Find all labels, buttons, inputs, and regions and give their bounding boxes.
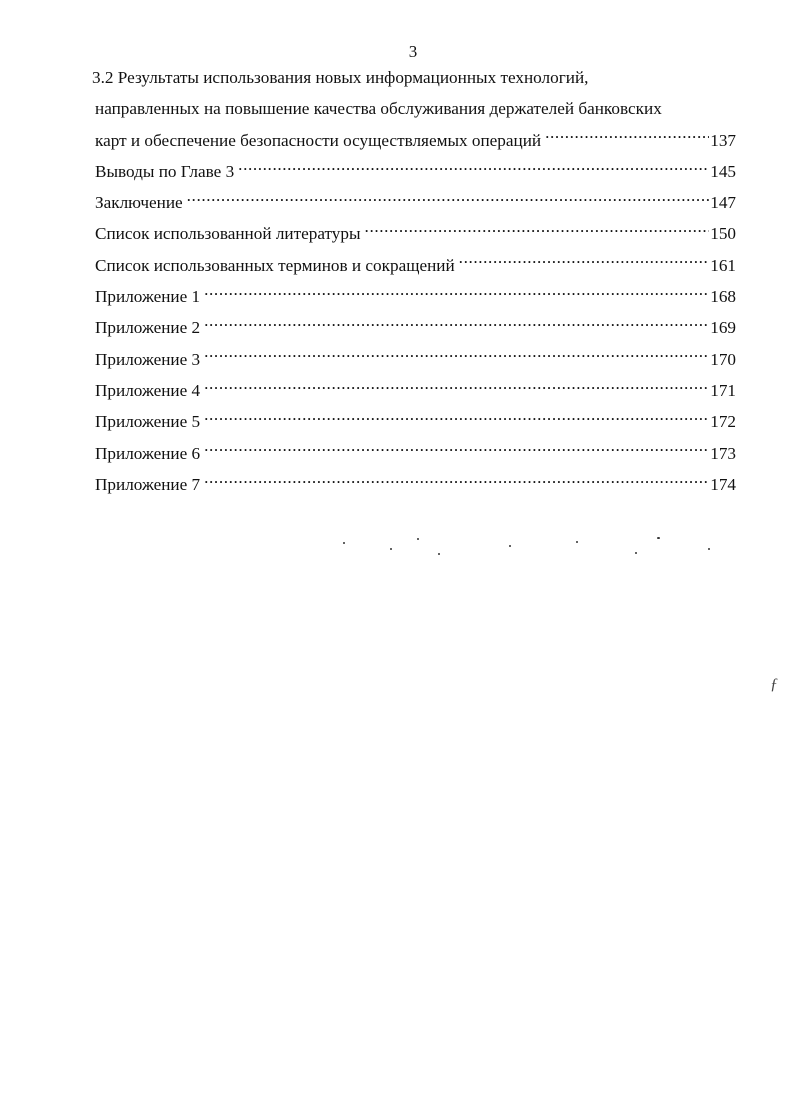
dot-leader (459, 254, 710, 271)
scan-speck (708, 548, 710, 550)
dot-leader (204, 316, 709, 333)
toc-entry (95, 187, 736, 218)
scan-speck (635, 552, 637, 554)
dot-leader (545, 128, 709, 145)
toc-entry-page: 171 (710, 380, 736, 400)
toc-entry (95, 312, 736, 343)
scan-speck (576, 541, 578, 543)
dot-leader (187, 191, 710, 208)
dot-leader (204, 379, 709, 396)
table-of-contents (92, 62, 736, 500)
toc-entry-page: 137 (710, 130, 736, 150)
dot-leader (204, 347, 709, 364)
scan-speck (417, 538, 419, 540)
dot-leader (365, 222, 710, 239)
toc-entry (95, 406, 736, 437)
toc-entry-page: 173 (710, 443, 736, 463)
toc-heading-text-2: направленных на повышение качества обслуживания держателей банковских (95, 99, 662, 119)
scan-speck (390, 548, 392, 550)
dot-leader (238, 160, 709, 177)
toc-entry (95, 469, 736, 500)
toc-entry (95, 344, 736, 375)
scan-speck (438, 553, 440, 555)
toc-entry-title: Выводы по Главе 3 (95, 161, 235, 181)
toc-heading-line-1 (92, 62, 736, 93)
toc-heading-text-1: 3.2 Результаты использования новых информационных технологий, (92, 68, 589, 87)
toc-entry-title: Приложение 6 (95, 443, 201, 463)
toc-heading-line-2 (95, 93, 736, 124)
toc-entry (95, 125, 736, 156)
page-number: 3 (408, 42, 418, 61)
toc-entry-title: Заключение (95, 193, 183, 213)
toc-entry (95, 438, 736, 469)
dot-leader (204, 410, 709, 427)
toc-entry-page: 169 (710, 318, 736, 338)
toc-entry-title: Приложение 2 (95, 318, 201, 338)
toc-entry-title: Список использованной литературы (95, 224, 361, 244)
toc-entry-title: Приложение 5 (95, 412, 201, 432)
toc-entry (95, 156, 736, 187)
scan-speck (657, 537, 660, 539)
toc-entry-title: Приложение 4 (95, 380, 201, 400)
toc-entry (95, 250, 736, 281)
toc-entry-page: 145 (710, 161, 736, 181)
toc-entry (95, 375, 736, 406)
toc-entry-page: 174 (710, 474, 736, 494)
toc-entry-title: Приложение 1 (95, 287, 201, 307)
toc-entry (95, 218, 736, 249)
toc-entry-page: 172 (710, 412, 736, 432)
dot-leader (204, 473, 709, 490)
toc-entry-page: 168 (710, 287, 736, 307)
toc-entry-page: 147 (710, 193, 736, 213)
toc-entry-page: 150 (710, 224, 736, 244)
toc-entry-page: 170 (710, 349, 736, 369)
toc-entry-title: карт и обеспечение безопасности осуществляемых операций (95, 130, 542, 150)
dot-leader (204, 441, 709, 458)
dot-leader (204, 285, 709, 302)
scan-speck (509, 545, 511, 547)
toc-entry-title: Список использованных терминов и сокращений (95, 255, 455, 275)
toc-entry (95, 281, 736, 312)
toc-entry-title: Приложение 3 (95, 349, 201, 369)
toc-entry-title: Приложение 7 (95, 474, 201, 494)
toc-entry-page: 161 (710, 255, 736, 275)
scan-speck (343, 542, 345, 544)
scan-mark: ƒ (770, 676, 778, 693)
